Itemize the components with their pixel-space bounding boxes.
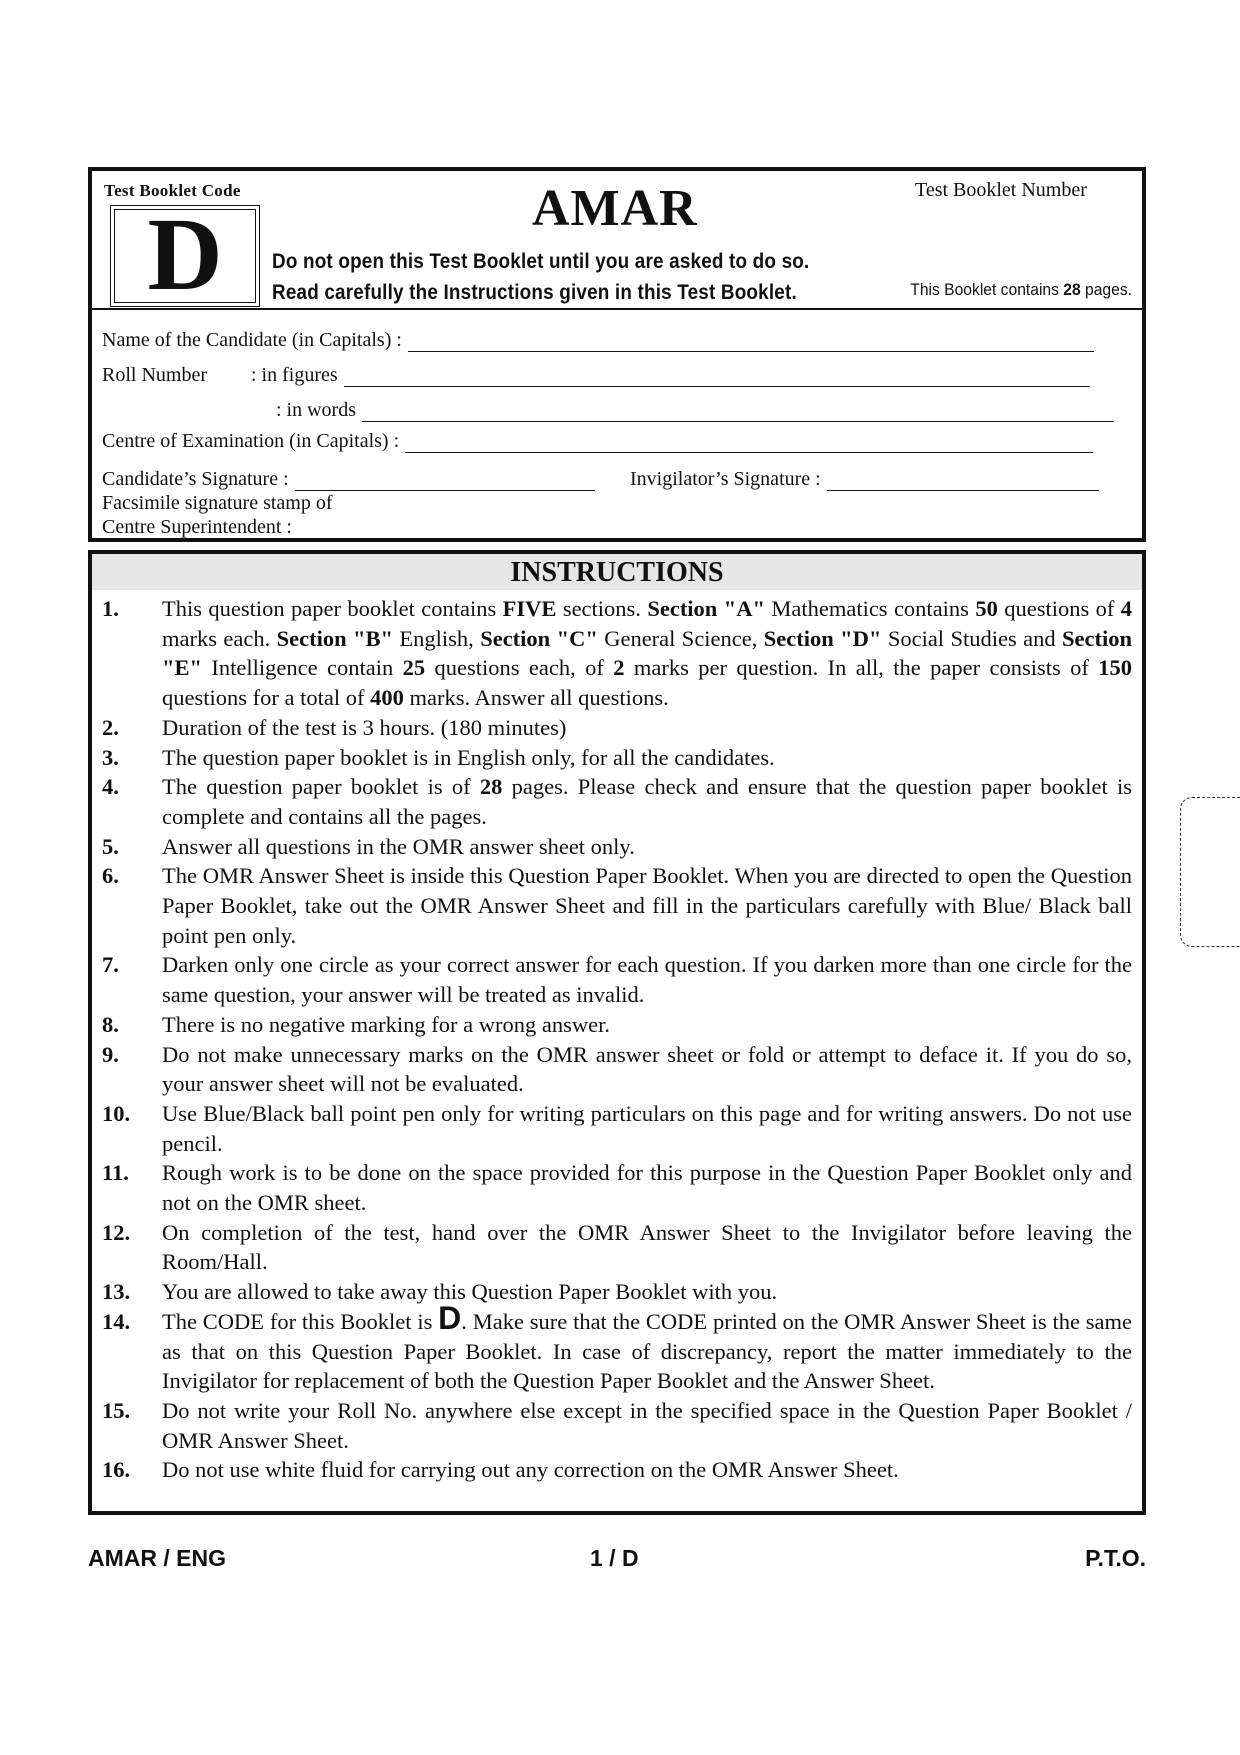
instruction-text: . Make sure that the CODE printed on the OMR Answer Sheet is the same as that on this Question Paper Booklet. In case of discrepancy, report the matter immediately to the Invigilator for replacement of both the Question Paper Booklet and the Answer Sheet. (162, 1308, 1132, 1394)
instruction-text: questions of (997, 596, 1121, 621)
instruction-text: The OMR Answer Sheet is inside this Question Paper Booklet. When you are directed to open the Question Paper Booklet, take out the OMR Answer Sheet and fill in the particulars carefully with Blue/ Black ball point pen only. (162, 863, 1132, 948)
roll-words-line[interactable] (362, 420, 1114, 422)
centre-label: Centre of Examination (in Capitals) : (102, 430, 400, 452)
superintendent-line[interactable] (298, 537, 1108, 539)
booklet-header (88, 167, 1146, 542)
candidate-signature-label: Candidate’s Signature : (102, 468, 289, 490)
instruction-text: Do not make unnecessary marks on the OMR answer sheet or fold or attempt to deface it. If you do so, your answer sheet will not be evaluated. (162, 1041, 1132, 1097)
instruction-item (92, 1455, 1142, 1485)
roll-figures-line[interactable] (344, 385, 1090, 387)
instruction-emphasis: 50 (975, 596, 998, 621)
instruction-text: You are allowed to take away this Question Paper Booklet with you. (162, 1279, 778, 1305)
footer-left: AMAR / ENG (88, 1545, 226, 1571)
instruction-text: Mathematics contains (764, 596, 976, 621)
roll-number-figures-field[interactable] (102, 364, 1090, 387)
instruction-text: questions for a total of (162, 685, 371, 711)
instruction-text: Darken only one circle as your correct answer for each question. If you darken more than one circle for the same question, your answer will be treated as invalid. (162, 952, 1132, 1008)
instruction-item (92, 1158, 1142, 1217)
pages-count: 28 (1063, 280, 1081, 299)
instruction-emphasis: Section "D" (763, 625, 882, 651)
instruction-text: On completion of the test, hand over the OMR Answer Sheet to the Invigilator before leaving the Room/Hall. (162, 1219, 1132, 1275)
centre-line[interactable] (405, 451, 1093, 453)
instruction-number: 7. (102, 952, 119, 978)
instruction-emphasis: 4 (1120, 596, 1132, 621)
instruction-text: sections. (556, 596, 648, 621)
instruction-text: The CODE for this Booklet is (162, 1308, 439, 1334)
test-booklet-code-box (110, 197, 260, 312)
instruction-text: General Science, (597, 625, 764, 651)
instruction-item (92, 1218, 1142, 1277)
candidate-signature-line[interactable] (295, 489, 595, 491)
instructions-heading: INSTRUCTIONS (92, 554, 1142, 590)
instruction-text: There is no negative marking for a wrong answer. (162, 1011, 610, 1037)
warning-line-2: Read carefully the Instructions given in this Test Booklet. (272, 281, 797, 304)
instruction-text: The question paper booklet is of (162, 774, 480, 800)
candidate-name-line[interactable] (408, 350, 1094, 352)
invigilator-signature-field[interactable] (630, 468, 1099, 491)
instruction-text: Duration of the test is 3 hours. (180 minutes) (162, 714, 567, 740)
instruction-text: Answer all questions in the OMR answer sheet only. (162, 833, 635, 859)
header-divider (92, 308, 1142, 310)
instruction-number: 11. (102, 1160, 129, 1186)
instruction-number: 2. (102, 714, 119, 740)
instruction-number: 10. (102, 1100, 131, 1126)
instruction-emphasis: Section "C" (480, 625, 598, 651)
instruction-emphasis: 2 (613, 655, 625, 681)
invigilator-signature-label: Invigilator’s Signature : (630, 468, 821, 490)
instruction-number: 15. (102, 1397, 131, 1423)
instruction-item (92, 1010, 1142, 1040)
instruction-text: Intelligence contain (202, 655, 403, 681)
roll-number-words-field[interactable] (276, 399, 1114, 422)
facsimile-label: Facsimile signature stamp of (102, 492, 333, 514)
instruction-item (92, 743, 1142, 773)
invigilator-signature-line[interactable] (827, 489, 1099, 491)
pto-label: P.T.O. (1085, 1545, 1146, 1571)
instruction-number: 12. (102, 1219, 131, 1245)
instruction-number: 8. (102, 1011, 119, 1037)
instruction-emphasis: D (438, 1299, 462, 1336)
superintendent-field[interactable] (102, 516, 1108, 539)
warning-line-1: Do not open this Test Booklet until you are asked to do so. (272, 250, 810, 273)
instruction-emphasis: 150 (1098, 655, 1133, 681)
instruction-text: questions each, of (425, 655, 614, 681)
exam-title: AMAR (532, 180, 698, 237)
instruction-item (92, 832, 1142, 862)
instruction-emphasis: Section "B" (276, 625, 394, 651)
instruction-text: Rough work is to be done on the space provided for this purpose in the Question Paper Booklet only and not on the OMR sheet. (162, 1160, 1132, 1216)
instruction-number: 4. (102, 774, 119, 800)
instruction-number: 9. (102, 1041, 119, 1067)
perforation-mark (1180, 797, 1240, 947)
instruction-text: pages. Please check and ensure that the question paper booklet is complete and contains all the pages. (162, 774, 1132, 829)
instruction-emphasis: Section "A" (647, 596, 765, 621)
test-booklet-code-letter: D (147, 197, 223, 312)
instruction-number: 14. (102, 1308, 131, 1334)
pages-note-prefix: This Booklet contains (910, 280, 1064, 299)
instruction-item (92, 861, 1142, 950)
instruction-text: Social Studies and (881, 625, 1062, 651)
instruction-text: English, (393, 625, 481, 651)
centre-field[interactable] (102, 430, 1093, 453)
test-booklet-code-label: Test Booklet Code (104, 181, 241, 200)
superintendent-label: Centre Superintendent : (102, 516, 292, 538)
instruction-emphasis: Section "E" (162, 625, 1132, 681)
roll-words-label: : in words (276, 399, 356, 421)
instruction-emphasis: 25 (402, 655, 426, 681)
instruction-item (92, 713, 1142, 743)
instruction-emphasis: 28 (479, 774, 503, 800)
pages-note-suffix: pages. (1080, 280, 1132, 299)
instruction-item (92, 1277, 1142, 1307)
roll-figures-label: : in figures (251, 364, 338, 386)
instruction-number: 5. (102, 833, 119, 859)
instruction-text: marks each. (162, 625, 277, 651)
instruction-number: 13. (102, 1279, 131, 1305)
instruction-number: 1. (102, 596, 119, 621)
instruction-emphasis: FIVE (502, 596, 557, 621)
instruction-item (92, 1396, 1142, 1455)
pages-note (910, 280, 1132, 300)
instructions-box (88, 550, 1146, 1515)
instruction-item (92, 772, 1142, 831)
instruction-number: 6. (102, 863, 119, 889)
instruction-text: marks per question. In all, the paper consists of (624, 655, 1099, 681)
roll-number-label: Roll Number (102, 364, 207, 386)
instruction-item (92, 1040, 1142, 1099)
instruction-number: 16. (102, 1457, 131, 1483)
instruction-emphasis: 400 (370, 685, 404, 711)
instruction-text: This question paper booklet contains (162, 596, 503, 621)
instruction-item (92, 1099, 1142, 1158)
instructions-list (92, 594, 1142, 1485)
instruction-item (92, 594, 1142, 713)
instruction-text: Do not write your Roll No. anywhere else except in the specified space in the Question Paper Booklet / OMR Answer Sheet. (162, 1397, 1132, 1453)
test-booklet-number-label: Test Booklet Number (915, 179, 1087, 201)
instruction-text: Do not use white fluid for carrying out any correction on the OMR Answer Sheet. (162, 1457, 899, 1483)
instruction-item (92, 950, 1142, 1009)
instruction-text: Use Blue/Black ball point pen only for writing particulars on this page and for writing answers. Do not use pencil. (162, 1100, 1132, 1156)
instruction-item (92, 1299, 1142, 1396)
page-number: 1 / D (590, 1545, 639, 1571)
candidate-signature-field[interactable] (102, 468, 595, 491)
instruction-text: The question paper booklet is in English only, for all the candidates. (162, 744, 775, 770)
instruction-number: 3. (102, 744, 119, 770)
candidate-name-label: Name of the Candidate (in Capitals) : (102, 329, 402, 351)
instruction-text: marks. Answer all questions. (403, 685, 669, 711)
candidate-name-field[interactable] (102, 329, 1094, 352)
